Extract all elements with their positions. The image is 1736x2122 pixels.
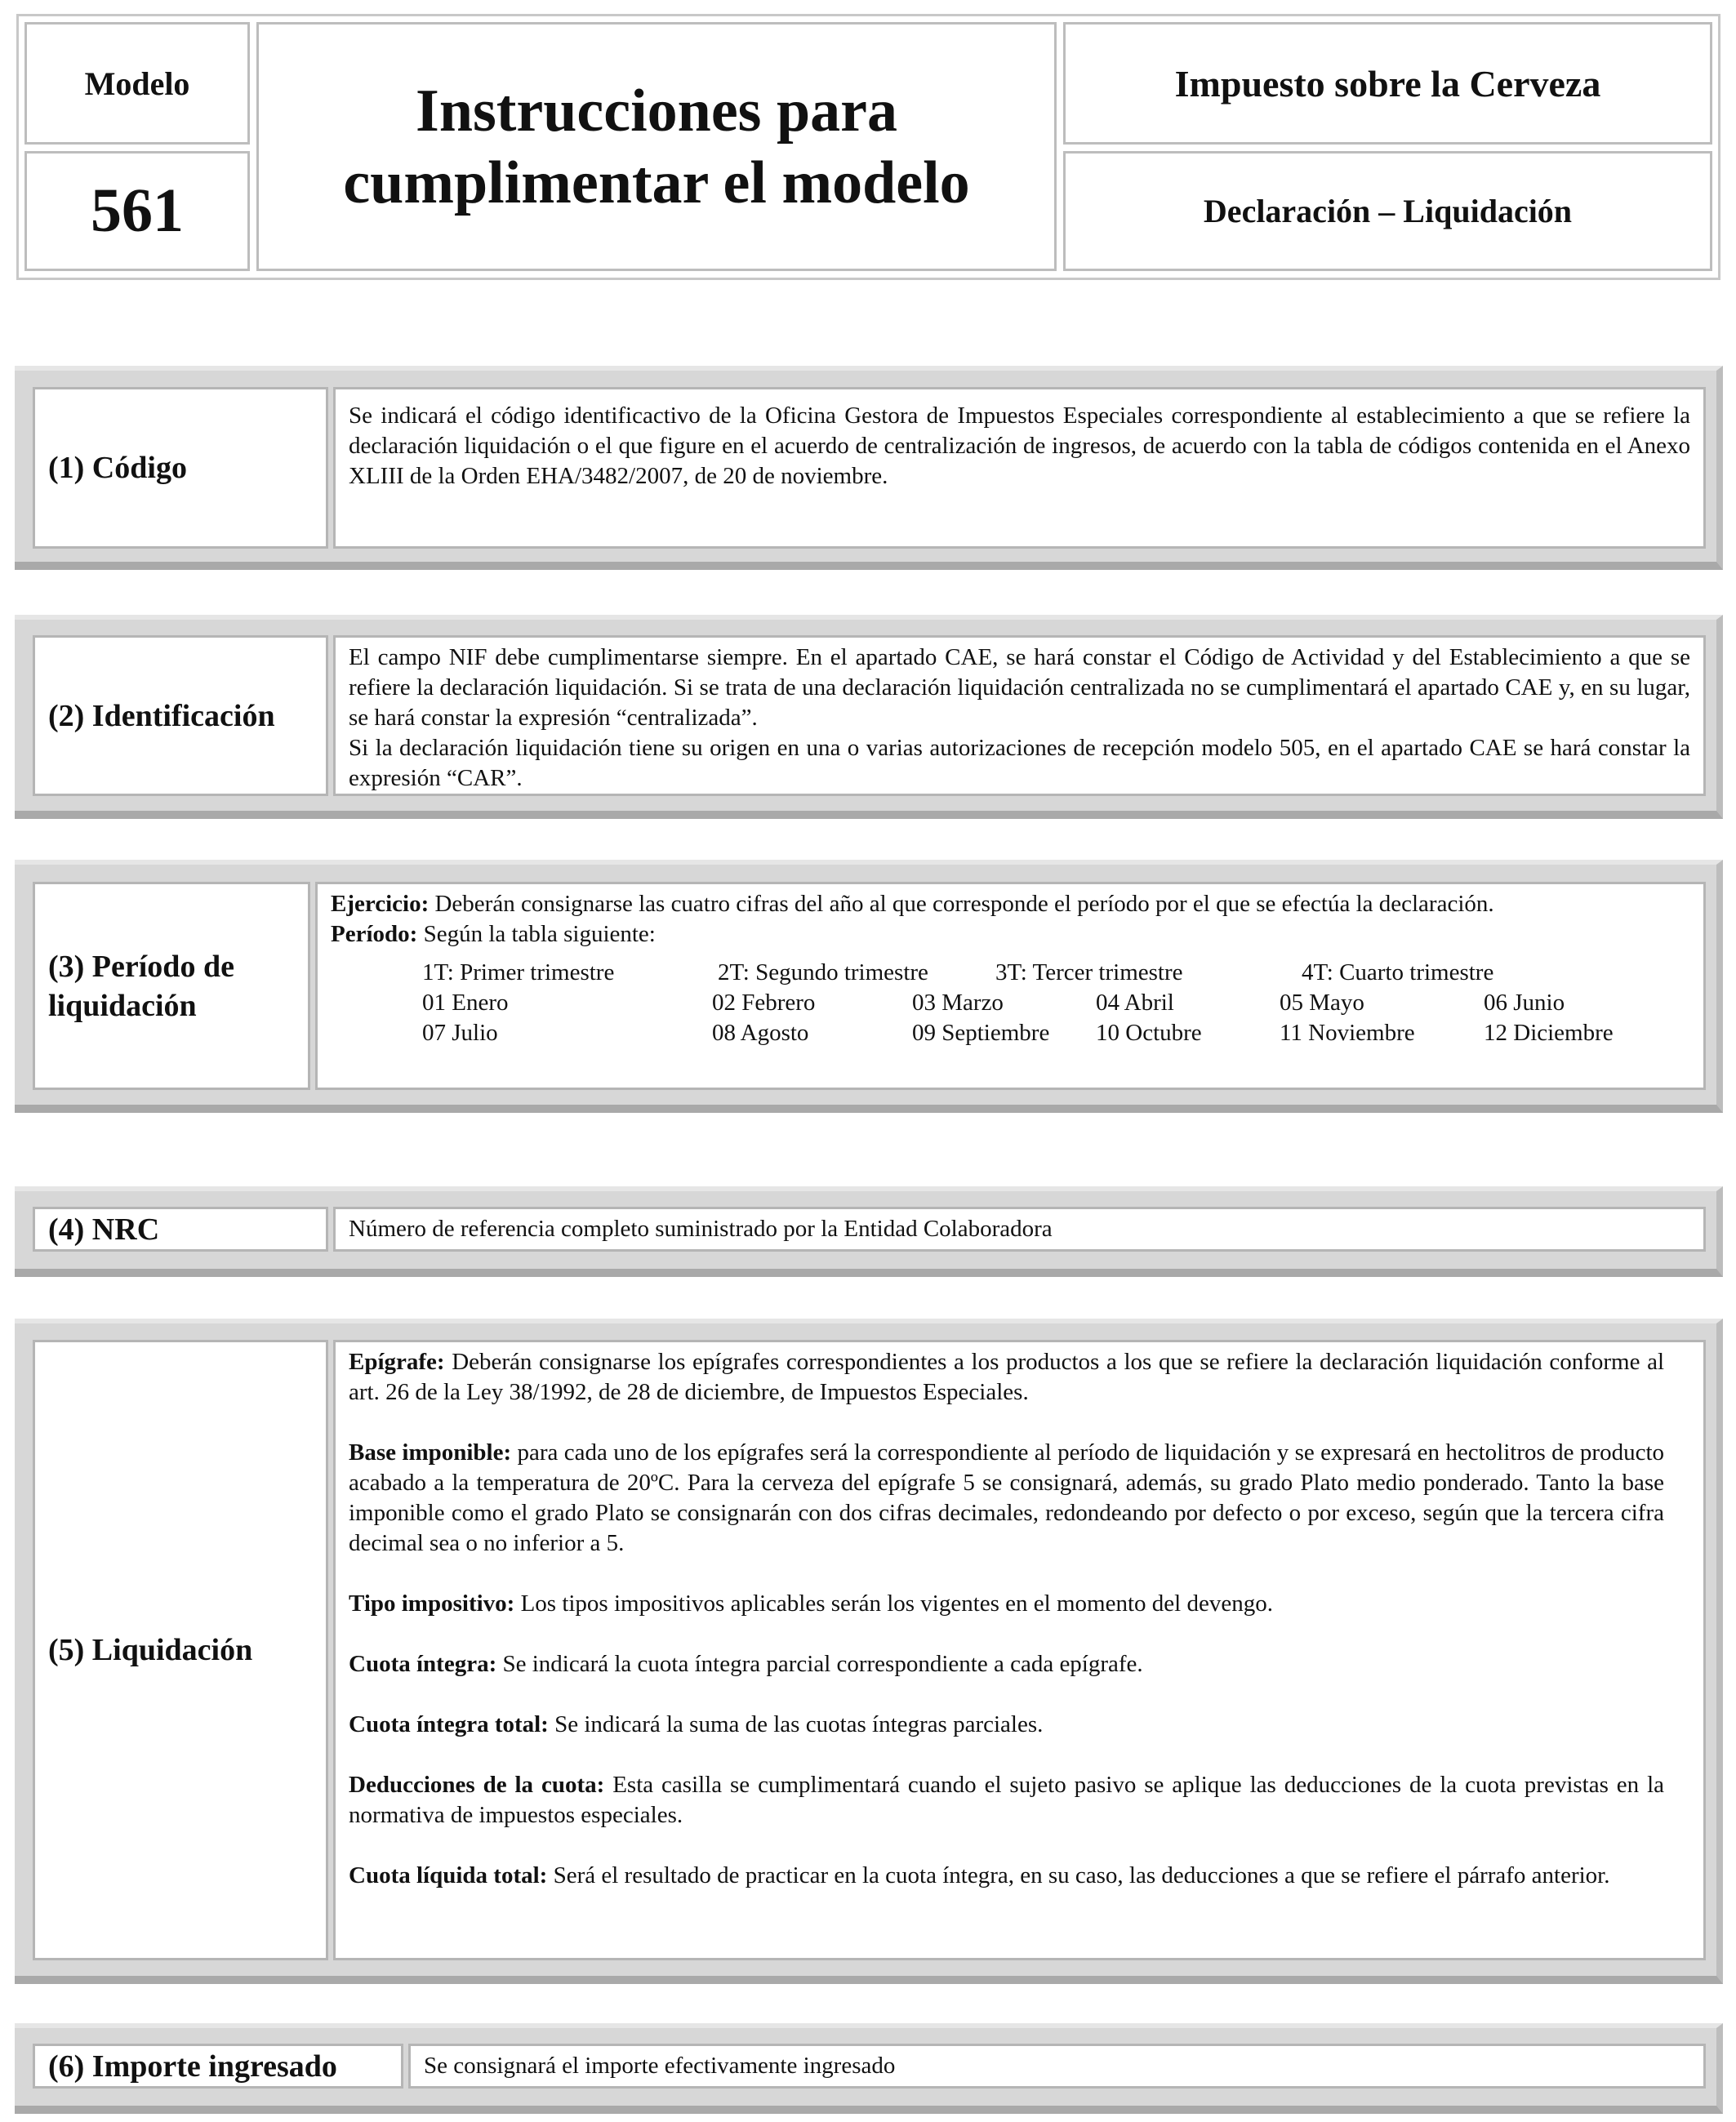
section-liquidacion-text: [333, 1340, 1706, 1960]
item-title: Cuota íntegra:: [349, 1651, 497, 1677]
trimestre-item: 3T: Tercer trimestre: [995, 959, 1183, 985]
item-title: Cuota líquida total:: [349, 1862, 548, 1888]
importe-paragraph: Se consignará el importe efectivamente ingresado: [424, 2053, 896, 2079]
mes-item: 05 Mayo: [1280, 990, 1364, 1016]
item-title: Tipo impositivo:: [349, 1590, 515, 1617]
section-liquidacion-label: (5) Liquidación: [33, 1340, 328, 1960]
page-title: Instrucciones para cumplimentar el modelo: [256, 22, 1057, 271]
item-text: para cada uno de los epígrafes será la correspondiente al período de liquidación y se expresará en hectolitros de producto acabado a la temperatura de 20ºC. Para la cerveza del epígrafe 5 se consignará, además, su grado Plato medio ponderado. Tanto la base imponible como el grado Plato se consignarán con dos cifras decimales, redondeando por defecto o por exceso, según que la tercera cifra decimal sea o no inferior a 5.: [349, 1439, 1664, 1556]
section-periodo-label: (3) Período de liquidación: [33, 882, 310, 1090]
modelo-number: 561: [24, 151, 250, 271]
mes-item: 03 Marzo: [912, 990, 1004, 1016]
mes-item: 09 Septiembre: [912, 1020, 1050, 1046]
item-text: Los tipos impositivos aplicables serán los vigentes en el momento del devengo.: [514, 1590, 1273, 1617]
section-codigo-text: [333, 387, 1706, 549]
liquidacion-item-cuota-liquida: [349, 1861, 1664, 1891]
item-title: Base imponible:: [349, 1439, 512, 1466]
item-text: Se indicará la cuota íntegra parcial correspondiente a cada epígrafe.: [496, 1651, 1143, 1677]
item-title: Cuota íntegra total:: [349, 1711, 549, 1737]
item-title: Epígrafe:: [349, 1349, 445, 1375]
identificacion-paragraph-2: Si la declaración liquidación tiene su origen en una o varias autorizaciones de recepción modelo 505, en el apartado CAE se hará constar la expresión “CAR”.: [349, 735, 1690, 791]
meses-grid: [422, 988, 1690, 1048]
mes-item: 07 Julio: [422, 1020, 498, 1046]
section-periodo-text: [315, 882, 1706, 1090]
item-title: Deducciones de la cuota:: [349, 1772, 605, 1798]
section-nrc-text: [333, 1207, 1706, 1252]
trimestre-item: 2T: Segundo trimestre: [718, 959, 928, 985]
mes-item: 08 Agosto: [712, 1020, 809, 1046]
periodo-text: Según la tabla siguiente:: [417, 921, 656, 947]
mes-item: 04 Abril: [1096, 990, 1174, 1016]
identificacion-paragraph-1: El campo NIF debe cumplimentarse siempre. En el apartado CAE, se hará constar el Código de Actividad y del Establecimiento a que se refiere la declaración liquidación. Si se trata de una declaración liquidación centralizada no se cumplimentará el apartado CAE y, en su lugar, se hará constar la expresión “centralizada”.: [349, 644, 1690, 731]
liquidacion-item-cuota-integra-total: [349, 1710, 1664, 1740]
liquidacion-item-epigrafe: [349, 1347, 1664, 1408]
ejercicio-line: [331, 889, 1690, 919]
ejercicio-text: Deberán consignarse las cuatro cifras del año al que corresponde el período por el que se efectúa la declaración.: [429, 891, 1494, 917]
ejercicio-title: Ejercicio:: [331, 891, 430, 917]
mes-item: 10 Octubre: [1096, 1020, 1202, 1046]
codigo-paragraph: Se indicará el código identificactivo de la Oficina Gestora de Impuestos Especiales correspondiente al establecimiento a que se refiere la declaración liquidación o el que figure en el acuerdo de centralización de ingresos, de acuerdo con la tabla de códigos contenida en el Anexo XLIII de la Orden EHA/3482/2007, de 20 de noviembre.: [349, 403, 1690, 489]
periodo-title: Período:: [331, 921, 418, 947]
liquidacion-item-cuota-integra: [349, 1649, 1664, 1679]
section-nrc-label: (4) NRC: [33, 1207, 328, 1252]
section-importe-text: [408, 2044, 1706, 2089]
liquidacion-item-deducciones: [349, 1770, 1664, 1831]
mes-item: 02 Febrero: [712, 990, 816, 1016]
section-identificacion-label: (2) Identificación: [33, 635, 328, 796]
section-codigo-label: (1) Código: [33, 387, 328, 549]
modelo-label: Modelo: [24, 22, 250, 145]
trimestres-row: [422, 958, 1690, 988]
item-text: Se indicará la suma de las cuotas íntegras parciales.: [548, 1711, 1044, 1737]
item-text: Será el resultado de practicar en la cuota íntegra, en su caso, las deducciones a que se refiere el párrafo anterior.: [547, 1862, 1610, 1888]
liquidacion-item-base-imponible: [349, 1438, 1664, 1559]
doc-type: Declaración – Liquidación: [1063, 151, 1712, 271]
mes-item: 06 Junio: [1484, 990, 1565, 1016]
mes-item: 12 Diciembre: [1484, 1020, 1614, 1046]
liquidacion-item-tipo-impositivo: [349, 1589, 1664, 1619]
trimestre-item: 1T: Primer trimestre: [422, 959, 615, 985]
trimestre-item: 4T: Cuarto trimestre: [1302, 959, 1494, 985]
item-text: Deberán consignarse los epígrafes correspondientes a los productos a los que se refiere la declaración liquidación conforme al art. 26 de la Ley 38/1992, de 28 de diciembre, de Impuestos Especiales.: [349, 1349, 1664, 1405]
section-importe-label: (6) Importe ingresado: [33, 2044, 403, 2089]
periodo-line: [331, 919, 1690, 950]
section-identificacion-text: [333, 635, 1706, 796]
tax-name: Impuesto sobre la Cerveza: [1063, 22, 1712, 145]
nrc-paragraph: Número de referencia completo suministrado por la Entidad Colaboradora: [349, 1216, 1053, 1242]
mes-item: 01 Enero: [422, 990, 509, 1016]
mes-item: 11 Noviembre: [1280, 1020, 1415, 1046]
item-text: Esta casilla se cumplimentará cuando el sujeto pasivo se aplique las deducciones de la cuota previstas en la normativa de impuestos especiales.: [349, 1772, 1665, 1828]
